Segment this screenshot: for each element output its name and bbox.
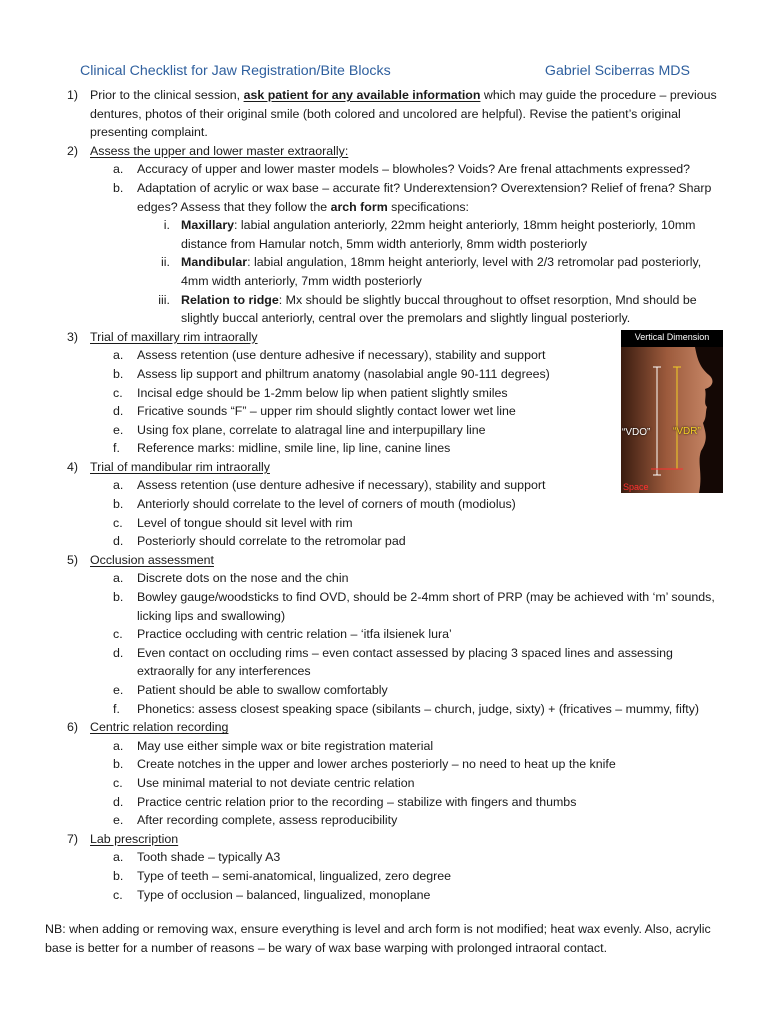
- item-text: Posteriorly should correlate to the retromolar pad: [137, 534, 406, 549]
- section-heading: Trial of mandibular rim intraorally: [90, 459, 270, 474]
- item-letter: e.: [113, 422, 124, 437]
- item-letter: a.: [113, 738, 124, 753]
- item-letter: e.: [113, 813, 124, 828]
- item-letter: b.: [113, 180, 124, 195]
- list-item: [0, 625, 768, 644]
- vertical-dimension-figure: [621, 330, 723, 493]
- section-number: 3): [67, 329, 79, 344]
- list-item: [0, 532, 768, 551]
- list-item: [0, 793, 768, 812]
- roman-item-text: : labial angulation, 18mm height anteriorly, level with 2/3 retromolar pad posteriorly, 4mm width anteriorly, 7mm width posteriorly: [181, 255, 702, 288]
- section-6: [0, 718, 768, 737]
- item-text: Practice occluding with centric relation – ‘itfa ilsienek lura’: [137, 627, 452, 642]
- item-letter: c.: [113, 775, 123, 790]
- item-text: Type of occlusion – balanced, lingualized, monoplane: [137, 887, 431, 902]
- item-letter: c.: [113, 627, 123, 642]
- list-item: [0, 700, 768, 719]
- item-text: Reference marks: midline, smile line, lip line, canine lines: [137, 441, 451, 456]
- item-text: After recording complete, assess reproducibility: [137, 813, 398, 828]
- section-number: 2): [67, 143, 79, 158]
- list-item: [0, 774, 768, 793]
- list-item: [0, 495, 768, 514]
- roman-numeral: ii.: [161, 255, 170, 270]
- list-item: [0, 514, 768, 533]
- item-letter: c.: [113, 887, 123, 902]
- section-number: 4): [67, 459, 79, 474]
- document-title: Clinical Checklist for Jaw Registration/Bite Blocks: [80, 63, 391, 79]
- list-item: [0, 755, 768, 774]
- item-letter: b.: [113, 757, 124, 772]
- item-text: Even contact on occluding rims – even contact assessed by placing 3 spaced lines and assessing extraorally for any interferences: [137, 645, 673, 679]
- item-text: Discrete dots on the nose and the chin: [137, 571, 349, 586]
- section-number: 7): [67, 831, 79, 846]
- item-letter: d.: [113, 534, 124, 549]
- roman-item-label: Maxillary: [181, 218, 235, 233]
- list-item: [0, 867, 768, 886]
- item-text: Bowley gauge/woodsticks to find OVD, should be 2-4mm short of PRP (may be achieved with ‘m’ sounds, licking lips and swallowing): [137, 590, 715, 623]
- item-letter: a.: [113, 478, 124, 493]
- item-letter: e.: [113, 683, 124, 697]
- item-emphasis: arch form: [330, 199, 388, 214]
- checklist-body: [0, 86, 768, 904]
- item-text: Use minimal material to not deviate centric relation: [137, 775, 415, 790]
- item-text: Assess lip support and philtrum anatomy (nasolabial angle 90-111 degrees): [137, 366, 550, 381]
- item-text-post: specifications:: [387, 199, 469, 214]
- item-text: Type of teeth – semi-anatomical, lingualized, zero degree: [137, 868, 452, 883]
- item-text-pre: Adaptation of acrylic or wax base – accurate fit? Underextension? Overextension? Relief of frena? Sharp edges? Assess that they follow the: [137, 180, 712, 214]
- roman-item-label: Relation to ridge: [181, 292, 279, 307]
- vdr-label: “VDR”: [673, 426, 701, 437]
- item-text: Tooth shade – typically A3: [137, 850, 281, 865]
- list-item: [0, 737, 768, 756]
- section-number: 5): [67, 552, 79, 567]
- section-1-text-post: which may guide the procedure – previous dentures, photos of their original smile (both colored and uncolored are helpful). Revise the patient’s original presenting complaint.: [90, 88, 717, 140]
- roman-numeral: iii.: [158, 292, 170, 307]
- list-item: [0, 179, 768, 216]
- item-text: Practice centric relation prior to the recording – stabilize with fingers and thumbs: [137, 794, 577, 809]
- item-text: May use either simple wax or bite registration material: [137, 738, 434, 753]
- vdo-label: “VDO”: [622, 427, 651, 438]
- section-1: [0, 86, 768, 142]
- item-letter: d.: [113, 794, 124, 809]
- item-text: Using fox plane, correlate to alatragal line and interpupillary line: [137, 422, 486, 437]
- section-5: [0, 551, 768, 570]
- item-text: Accuracy of upper and lower master models – blowholes? Voids? Are frenal attachments expressed?: [137, 162, 691, 177]
- section-heading: Trial of maxillary rim intraorally: [90, 329, 258, 344]
- roman-numeral: i.: [163, 218, 170, 233]
- item-letter: b.: [113, 366, 124, 381]
- list-item: [0, 681, 768, 700]
- list-item: [0, 848, 768, 867]
- item-text: Anteriorly should correlate to the level of corners of mouth (modiolus): [137, 497, 516, 512]
- item-letter: c.: [113, 385, 123, 400]
- space-label: Space: [623, 482, 649, 492]
- roman-item-mandibular: [0, 253, 768, 290]
- document-header: [80, 62, 690, 84]
- section-7: [0, 830, 768, 849]
- section-heading: Lab prescription: [90, 831, 179, 846]
- document-author: Gabriel Sciberras MDS: [544, 63, 690, 79]
- item-letter: a.: [113, 571, 124, 586]
- item-letter: b.: [113, 868, 124, 883]
- item-text: Assess retention (use denture adhesive if necessary), stability and support: [137, 478, 546, 493]
- item-text: Assess retention (use denture adhesive if necessary), stability and support: [137, 348, 546, 363]
- list-item: [0, 886, 768, 905]
- item-letter: f.: [113, 441, 120, 456]
- section-1-text-pre: Prior to the clinical session,: [90, 88, 244, 102]
- item-letter: f.: [113, 701, 120, 716]
- item-letter: a.: [113, 348, 124, 363]
- section-2: [0, 142, 768, 161]
- item-letter: d.: [113, 645, 124, 660]
- list-item: [0, 569, 768, 588]
- face-profile-illustration: [621, 347, 723, 493]
- section-number: 1): [67, 88, 79, 102]
- roman-item-label: Mandibular: [181, 255, 248, 270]
- section-1-emphasis: ask patient for any available information: [243, 88, 481, 102]
- section-heading: Centric relation recording: [90, 720, 229, 735]
- item-text: Fricative sounds “F” – upper rim should slightly contact lower wet line: [137, 404, 516, 419]
- item-text: Incisal edge should be 1-2mm below lip when patient slightly smiles: [137, 385, 508, 400]
- item-letter: c.: [113, 515, 123, 530]
- item-text: Create notches in the upper and lower arches posteriorly – no need to heat up the knife: [137, 757, 616, 772]
- roman-item-maxillary: [0, 216, 768, 253]
- figure-caption: Vertical Dimension: [621, 330, 723, 348]
- list-item: [0, 811, 768, 830]
- section-heading: Occlusion assessment: [90, 552, 214, 567]
- roman-item-text: : Mx should be slightly buccal throughout to offset resorption, Mnd should be slightly buccal anteriorly, central over the premolars and slightly lingual posteriorly.: [181, 292, 697, 326]
- section-number: 6): [67, 720, 79, 735]
- list-item: [0, 588, 768, 625]
- roman-item-ridge: [0, 291, 768, 328]
- item-letter: a.: [113, 162, 124, 177]
- item-letter: d.: [113, 404, 124, 419]
- nb-note: NB: when adding or removing wax, ensure everything is level and arch form is not modified; heat wax evenly. Also, acrylic base is better for a number of reasons – be wary of wax base warping with prolonged intraoral contact.: [45, 922, 711, 955]
- list-item: [0, 160, 768, 179]
- item-letter: b.: [113, 497, 124, 512]
- item-text: Patient should be able to swallow comfortably: [137, 683, 388, 697]
- item-text: Level of tongue should sit level with rim: [137, 515, 353, 530]
- list-item: [0, 644, 768, 681]
- item-text: Phonetics: assess closest speaking space (sibilants – church, judge, sixty) + (fricatives – mummy, fifty): [137, 701, 700, 716]
- item-letter: a.: [113, 850, 124, 865]
- section-heading: Assess the upper and lower master extraorally:: [90, 143, 349, 158]
- roman-item-text: : labial angulation anteriorly, 22mm height anteriorly, 18mm height posteriorly, 10mm distance from Hamular notch, 5mm width anteriorly, 8mm width posteriorly: [181, 218, 696, 251]
- item-letter: b.: [113, 590, 124, 605]
